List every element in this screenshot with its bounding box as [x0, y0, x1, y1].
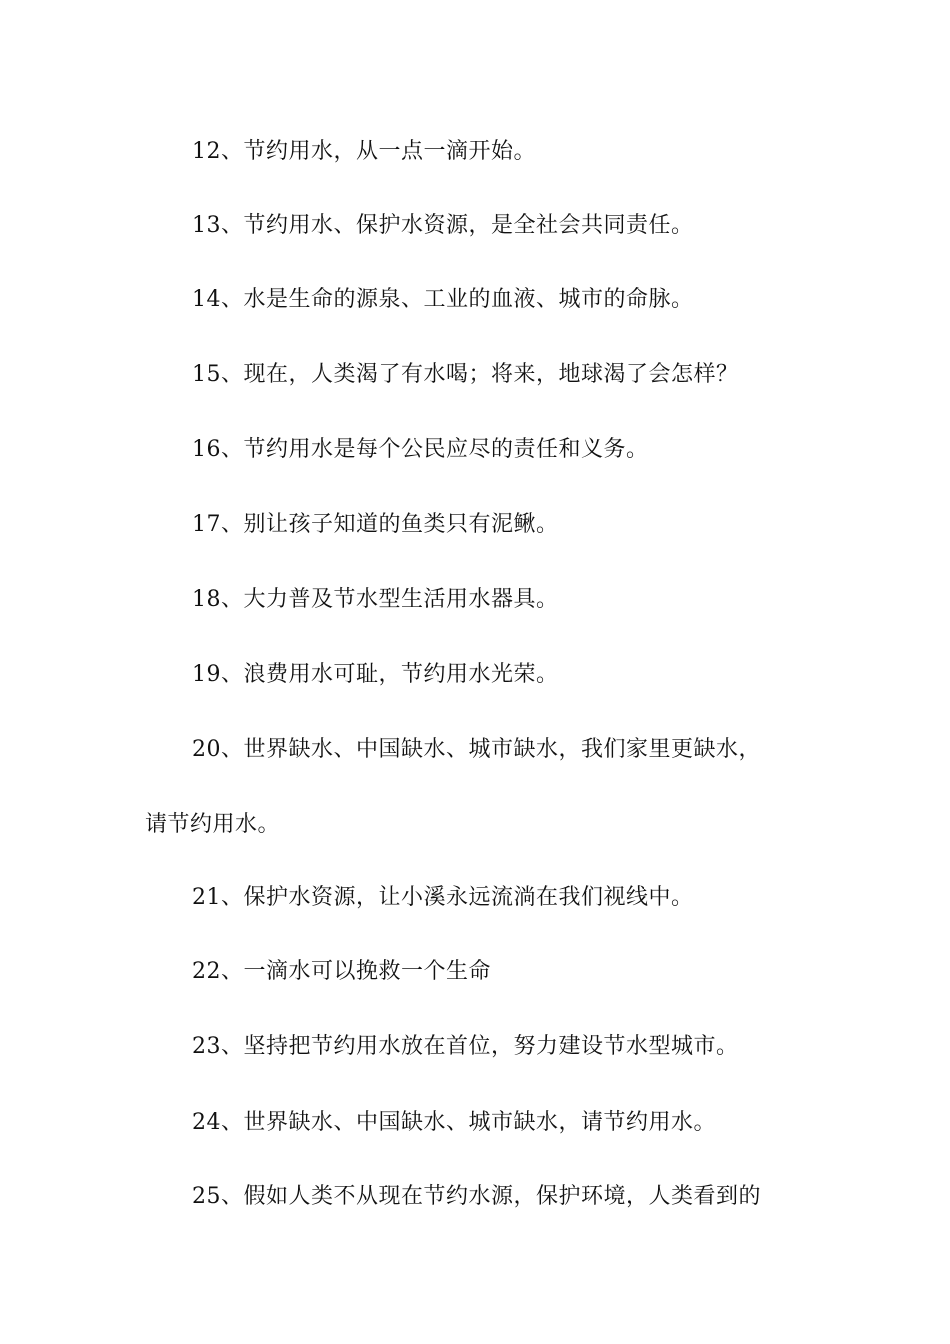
slogan-line-22: 22、一滴水可以挽救一个生命 [192, 959, 491, 984]
slogan-line-13: 13、节约用水、保护水资源，是全社会共同责任。 [192, 213, 694, 238]
slogan-line-19: 19、浪费用水可耻，节约用水光荣。 [192, 662, 559, 687]
slogan-line-25: 25、假如人类不从现在节约水源，保护环境，人类看到的 [192, 1184, 761, 1209]
slogan-line-23: 23、坚持把节约用水放在首位，努力建设节水型城市。 [192, 1034, 739, 1059]
slogan-line-24: 24、世界缺水、中国缺水、城市缺水，请节约用水。 [192, 1110, 716, 1135]
slogan-line-15: 15、现在，人类渴了有水喝；将来，地球渴了会怎样？ [192, 362, 739, 387]
slogan-line-20: 20、世界缺水、中国缺水、城市缺水，我们家里更缺水， [192, 737, 761, 762]
slogan-line-20-continued: 请节约用水。 [145, 812, 281, 837]
slogan-line-21: 21、保护水资源，让小溪永远流淌在我们视线中。 [192, 885, 694, 910]
slogan-line-17: 17、别让孩子知道的鱼类只有泥鳅。 [192, 512, 559, 537]
slogan-line-12: 12、节约用水，从一点一滴开始。 [192, 139, 536, 164]
slogan-line-18: 18、大力普及节水型生活用水器具。 [192, 587, 559, 612]
slogan-line-14: 14、水是生命的源泉、工业的血液、城市的命脉。 [192, 287, 694, 312]
slogan-line-16: 16、节约用水是每个公民应尽的责任和义务。 [192, 437, 649, 462]
